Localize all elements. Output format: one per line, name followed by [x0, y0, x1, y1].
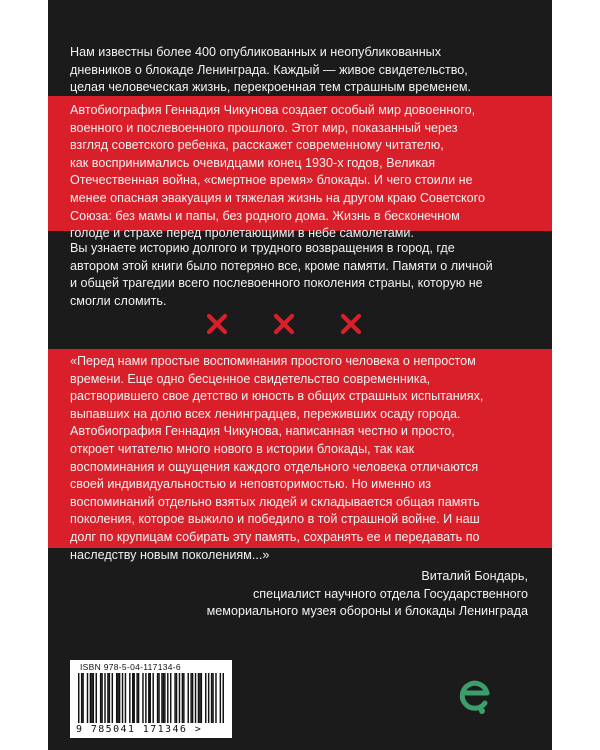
quote-band: [48, 349, 552, 562]
about-line: военного и послевоенного прошлого. Этот мир, показанный через: [70, 120, 458, 135]
return-line: и общей трагедии всего послевоенного поколения страны, которую не: [70, 276, 483, 291]
barcode-label: [70, 660, 232, 738]
separator-crosses: [48, 312, 552, 340]
about-line: Союза: без мамы и папы, без родного дома. Жизнь в бесконечном: [70, 208, 460, 223]
signature-name: Виталий Бондарь,: [421, 569, 528, 583]
about-line: взгляд советского ребенка, расскажет современному читателю,: [70, 138, 444, 153]
quote-line: долг по крупицам собирать эту память, сохранять ее и передавать по: [70, 529, 480, 544]
quote-line: времени. Еще одно бесценное свидетельство современника,: [70, 371, 431, 386]
signature-role-line: специалист научного отдела Государственного: [252, 586, 528, 601]
intro-line: Нам известны более 400 опубликованных и неопубликованных: [70, 45, 442, 59]
cross-icon: [339, 312, 363, 336]
quote-line: выпавших на долю всех ленинградцев, переживших осаду города.: [70, 406, 461, 421]
quote-line: откроет читателю много нового в истории блокады, так как: [70, 441, 415, 456]
intro-line: целая человеческая жизнь, перекроенная тем страшным временем.: [70, 80, 472, 95]
quote-line: наследству новым поколениям...»: [70, 547, 270, 562]
quote-line: воспоминания и ощущения каждого отдельного человека отличаются: [70, 459, 479, 474]
about-band: [48, 96, 552, 241]
return-line: автором этой книги было потеряно все, кроме памяти. Памяти о личной: [70, 258, 493, 273]
barcode-digits: 9 785041 171346 >: [76, 724, 203, 735]
about-line: менее опасная эвакуация и тяжелая жизнь на другом краю Советского: [70, 190, 485, 205]
signature-role: [88, 586, 528, 621]
about-paragraph: [70, 102, 540, 243]
intro-paragraph: [70, 44, 540, 97]
quote-line: воспоминаний отдельно взятых людей и складывается общая память: [70, 494, 480, 509]
intro-line: дневников о блокаде Ленинграда. Каждый — живое свидетельство,: [70, 62, 468, 77]
about-line: Автобиография Геннадия Чикунова создает особый мир довоенного,: [70, 103, 476, 117]
about-line: голоде и страхе перед пролетающими в небе самолетами.: [70, 226, 414, 241]
quote-line: «Перед нами простые воспоминания простого человека о непростом: [70, 354, 476, 368]
cross-icon: [272, 312, 296, 336]
return-line: Вы узнаете историю долгого и трудного возвращения в город, где: [70, 241, 455, 255]
about-line: как воспринимались очевидцами конец 1930-х годов, Великая: [70, 155, 436, 170]
return-line: смогли сломить.: [70, 293, 167, 308]
signature-role-line: мемориального музея обороны и блокады Ленинграда: [206, 604, 528, 619]
quote-line: своей индивидуальностью и неповторимостью. Но именно из: [70, 477, 432, 492]
publisher-logo-icon: [457, 675, 493, 717]
quote-line: Автобиография Геннадия Чикунова, написанная честно и просто,: [70, 424, 455, 439]
isbn-text: ISBN 978-5-04-117134-6: [80, 662, 181, 672]
quote-line: растворившего свое детство и юность в общих страшных испытаниях,: [70, 389, 484, 404]
book-back-cover: [48, 0, 552, 750]
return-paragraph: [70, 240, 540, 310]
cross-icon: [205, 312, 229, 336]
quote-line: поколения, которое выжило и победило в той страшной войне. И наш: [70, 512, 480, 527]
quote-paragraph: [70, 353, 540, 564]
about-line: Отечественная война, «смертное время» блокады. И чего стоили не: [70, 173, 473, 188]
barcode-bars: [78, 673, 224, 723]
